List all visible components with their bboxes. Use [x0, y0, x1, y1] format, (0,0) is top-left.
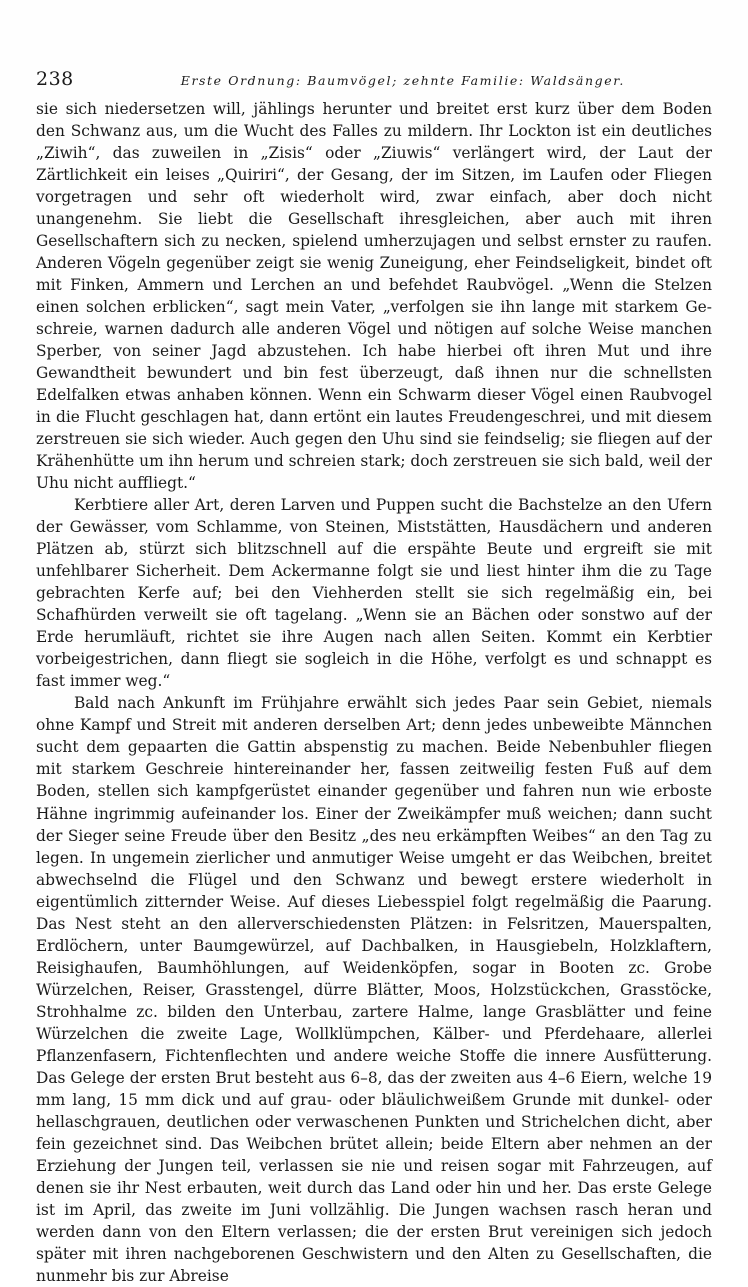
page-number: 238 — [36, 68, 74, 90]
page-header — [36, 68, 712, 92]
paragraph-1: sie sich niedersetzen will, jählings herunter und breitet erst kurz über dem Boden den Schwanz aus, um die Wucht des Falles zu mildern. Ihr Lockton ist ein deutliches „Ziwih“, das zuweilen in „Zisis“ oder „Ziuwis“ verlängert wird, der Laut der Zärtlichkeit ein leises „Quiriri“, der Gesang, der im Sitzen, im Laufen oder Fliegen vorgetragen und sehr oft wiederholt wird, zwar einfach, aber doch nicht unangenehm. Sie liebt die Gesellschaft ihresgleichen, aber auch mit ihren Gesellschaftern sich zu necken, spielend umherzujagen und selbst ernster zu raufen. Anderen Vögeln gegenüber zeigt sie wenig Zuneigung, eher Feindseligkeit, bindet oft mit Finken, Ammern und Lerchen an und befehdet Raubvögel. „Wenn die Stelzen einen solchen erblicken“, sagt mein Vater, „verfolgen sie ihn lange mit starkem Geschreie, warnen dadurch alle anderen Vögel und nötigen auf solche Weise manchen Sperber, von seiner Jagd abzustehen. Ich habe hierbei oft ihren Mut und ihre Gewandtheit bewundert und bin fest überzeugt, daß ihnen nur die schnellsten Edelfalken etwas anhaben können. Wenn ein Schwarm dieser Vögel einen Raubvogel in die Flucht geschlagen hat, dann ertönt ein lautes Freudengeschrei, und mit diesem zerstreuen sie sich wieder. Auch gegen den Uhu sind sie feindselig; sie fliegen auf der Krähenhütte um ihn herum und schreien stark; doch zerstreuen sie sich bald, weil der Uhu nicht auffliegt.“ — [36, 100, 712, 493]
paragraph-2: Kerbtiere aller Art, deren Larven und Puppen sucht die Bachstelze an den Ufern der Gewässer, vom Schlamme, von Steinen, Miststätten, Hausdächern und anderen Plätzen ab, stürzt sich blitzschnell auf die erspähte Beute und ergreift sie mit unfehlbarer Sicherheit. Dem Ackermanne folgt sie und liest hinter ihm die zu Tage gebrachten Kerfe auf; bei den Viehherden stellt sie sich regelmäßig ein, bei Schafhürden verweilt sie oft tagelang. „Wenn sie an Bächen oder sonstwo auf der Erde herumläuft, richtet sie ihre Augen nach allen Seiten. Kommt ein Kerbtier vorbeigestrichen, dann fliegt sie sogleich in die Höhe, verfolgt es und schnappt es fast immer weg.“ — [36, 496, 712, 691]
body-text — [36, 98, 712, 1287]
paragraph-3: Bald nach Ankunft im Frühjahre erwählt sich jedes Paar sein Gebiet, niemals ohne Kampf und Streit mit anderen derselben Art; denn jedes unbeweibte Männchen sucht dem gepaarten die Gattin abspenstig zu machen. Beide Nebenbuhler fliegen mit starkem Geschreie hintereinander her, fassen zeitweilig festen Fuß auf dem Boden, stellen sich kampfgerüstet einander gegenüber und fahren nun wie erboste Hähne ingrimmig aufeinander los. Einer der Zweikämpfer muß weichen; dann sucht der Sieger seine Freude über den Besitz „des neu erkämpften Weibes“ an den Tag zu legen. In ungemein zierlicher und anmutiger Weise umgeht er das Weibchen, breitet abwechselnd die Flügel und den Schwanz und bewegt erstere wiederholt in eigentümlich zitternder Weise. Auf dieses Liebesspiel folgt regelmäßig die Paarung. Das Nest steht an den allerverschiedensten Plätzen: in Felsritzen, Mauerspalten, Erdlöchern, unter Baumgewürzel, auf Dachbalken, in Hausgiebeln, Holzklaftern, Reisighaufen, Baumhöhlungen, auf Weidenköpfen, sogar in Booten zc. Grobe Würzelchen, Reiser, Grasstengel, dürre Blätter, Moos, Holzstückchen, Grasstöcke, Strohhalme zc. bilden den Unterbau, zartere Halme, lange Grasblätter und feine Würzelchen die zweite Lage, Wollklümpchen, Kälber- und Pferdehaare, allerlei Pflanzenfasern, Fichtenflechten und andere weiche Stoffe die innere Ausfütterung. Das Gelege der ersten Brut besteht aus 6–8, das der zweiten aus 4–6 Eiern, welche 19 mm lang, 15 mm dick und auf grau- oder bläulichweißem Grunde mit dunkel- oder hellaschgrauen, deutlichen oder verwaschenen Punkten und Strichelchen dicht, aber fein gezeichnet sind. Das Weibchen brütet allein; beide Eltern aber nehmen an der Erziehung der Jungen teil, verlassen sie nie und reisen sogar mit Fahrzeugen, auf denen sie ihr Nest erbauten, weit durch das Land oder hin und her. Das erste Gelege ist im April, das zweite im Juni vollzählig. Die Jungen wachsen rasch heran und werden dann von den Eltern verlassen; die der ersten Brut vereinigen sich jedoch später mit ihren nachgeborenen Geschwistern und den Alten zu Gesellschaften, die nunmehr bis zur Abreise — [36, 694, 712, 1285]
running-head: Erste Ordnung: Baumvögel; zehnte Familie: Waldsänger. — [180, 73, 626, 88]
